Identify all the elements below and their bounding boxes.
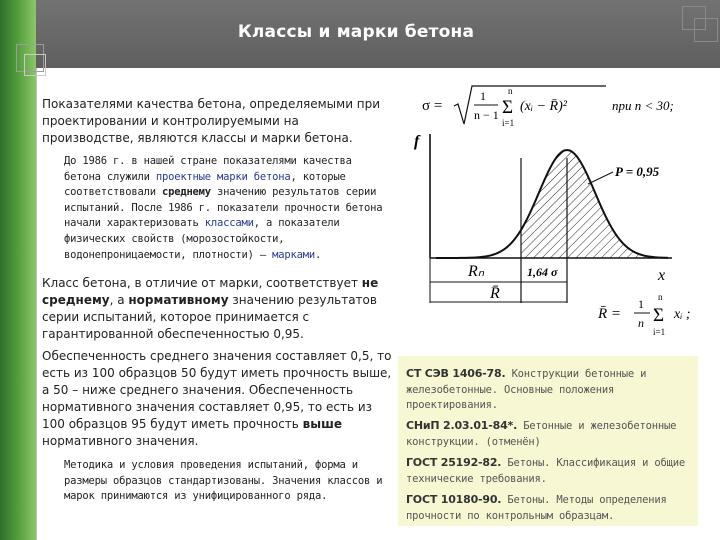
mean-frac-num: 1 bbox=[638, 297, 644, 311]
sigma-dim-label: 1,64 σ bbox=[527, 265, 558, 279]
history-note: До 1986 г. в нашей стране показателями качества бетона служили проектные марки бетона, которые соответствовали среднему значению результатов серии испытаний. После 1986 г. показатели прочности бетона начали характеризовать классами, а показатели физических свойств (морозостойкости, водонепроницаемости, плотности) – марками. bbox=[64, 155, 383, 261]
sigma-lhs: σ = bbox=[422, 98, 443, 114]
standard-code: СНиП 2.03.01-84*. bbox=[406, 419, 518, 432]
standard-item: СТ СЭВ 1406-78. Конструкции бетонные и железобетонные. Основные положения проектирования. bbox=[406, 367, 647, 412]
standard-code: ГОСТ 25192-82. bbox=[406, 456, 502, 469]
mean-term: xᵢ ; bbox=[674, 307, 691, 322]
intro-paragraph: Показателями качества бетона, определяемыми при проектировании и контролируемыми на производстве, являются классы и марки бетона. bbox=[42, 97, 381, 145]
mean-sum-top: n bbox=[658, 292, 663, 302]
mean-sum-symbol: Σ bbox=[653, 305, 665, 326]
y-axis-label: f bbox=[414, 133, 420, 150]
slide-title: Классы и марки бетона bbox=[237, 22, 475, 42]
link-grades: марками bbox=[272, 248, 315, 261]
standard-item: ГОСТ 10180-90. Бетоны. Методы определения прочности по контрольным образцам. bbox=[406, 493, 667, 522]
vertical-divider bbox=[36, 68, 37, 540]
sigma-sum-bottom: i=1 bbox=[502, 118, 515, 128]
link-project-grades: проектные марки бетона bbox=[155, 170, 291, 183]
sigma-term: (xᵢ − R̄)² bbox=[520, 99, 567, 114]
sigma-condition: при n < 30; bbox=[612, 98, 674, 113]
rn-label: Rₙ bbox=[468, 263, 485, 280]
methodology-note: Методика и условия проведения испытаний, форма и размеры образцов стандартизованы. Значения классов и марок принимаются из унифицированного ряда. bbox=[64, 459, 383, 503]
standard-code: ГОСТ 10180-90. bbox=[406, 493, 502, 506]
formula-mean bbox=[598, 288, 710, 340]
standard-item: ГОСТ 25192-82. Бетоны. Классификация и общие технические требования. bbox=[406, 456, 685, 485]
formula-sigma bbox=[420, 82, 680, 130]
standard-code: СТ СЭВ 1406-78. bbox=[406, 367, 506, 380]
class-definition-paragraph: Класс бетона, в отличие от марки, соответствует не среднему, а нормативному значению результатов серии испытаний, которое принимается с гарантированной обеспеченностью 0,95. bbox=[42, 276, 379, 341]
standard-item: СНиП 2.03.01-84*. Бетонные и железобетонные конструкции. (отменён) bbox=[406, 419, 677, 448]
mean-label: R̄ bbox=[490, 285, 500, 302]
left-deco-square-2 bbox=[24, 54, 46, 76]
probability-paragraph: Обеспеченность среднего значения составляет 0,5, то есть из 100 образцов 50 будут иметь прочность выше, а 50 – ниже среднего значения. Обеспеченность нормативного значения составляет 0,95, то есть из 100 образцов 95 будут иметь прочность выше нормативного значения. bbox=[42, 349, 392, 448]
mean-lhs: R̄ = bbox=[598, 306, 622, 322]
sigma-frac-num: 1 bbox=[480, 89, 486, 103]
corner-decoration bbox=[672, 0, 720, 70]
mean-frac-den: n bbox=[638, 316, 644, 330]
x-axis-label: x bbox=[658, 267, 666, 284]
probability-pointer bbox=[588, 172, 613, 184]
sigma-sum-top: n bbox=[508, 86, 513, 96]
sigma-sum-symbol: Σ bbox=[502, 97, 514, 118]
sigma-frac-den: n − 1 bbox=[474, 108, 499, 122]
link-classes: классами bbox=[204, 217, 254, 230]
left-green-band bbox=[0, 0, 36, 540]
probability-label: P = 0,95 bbox=[615, 164, 660, 179]
mean-sum-bottom: i=1 bbox=[653, 327, 666, 337]
